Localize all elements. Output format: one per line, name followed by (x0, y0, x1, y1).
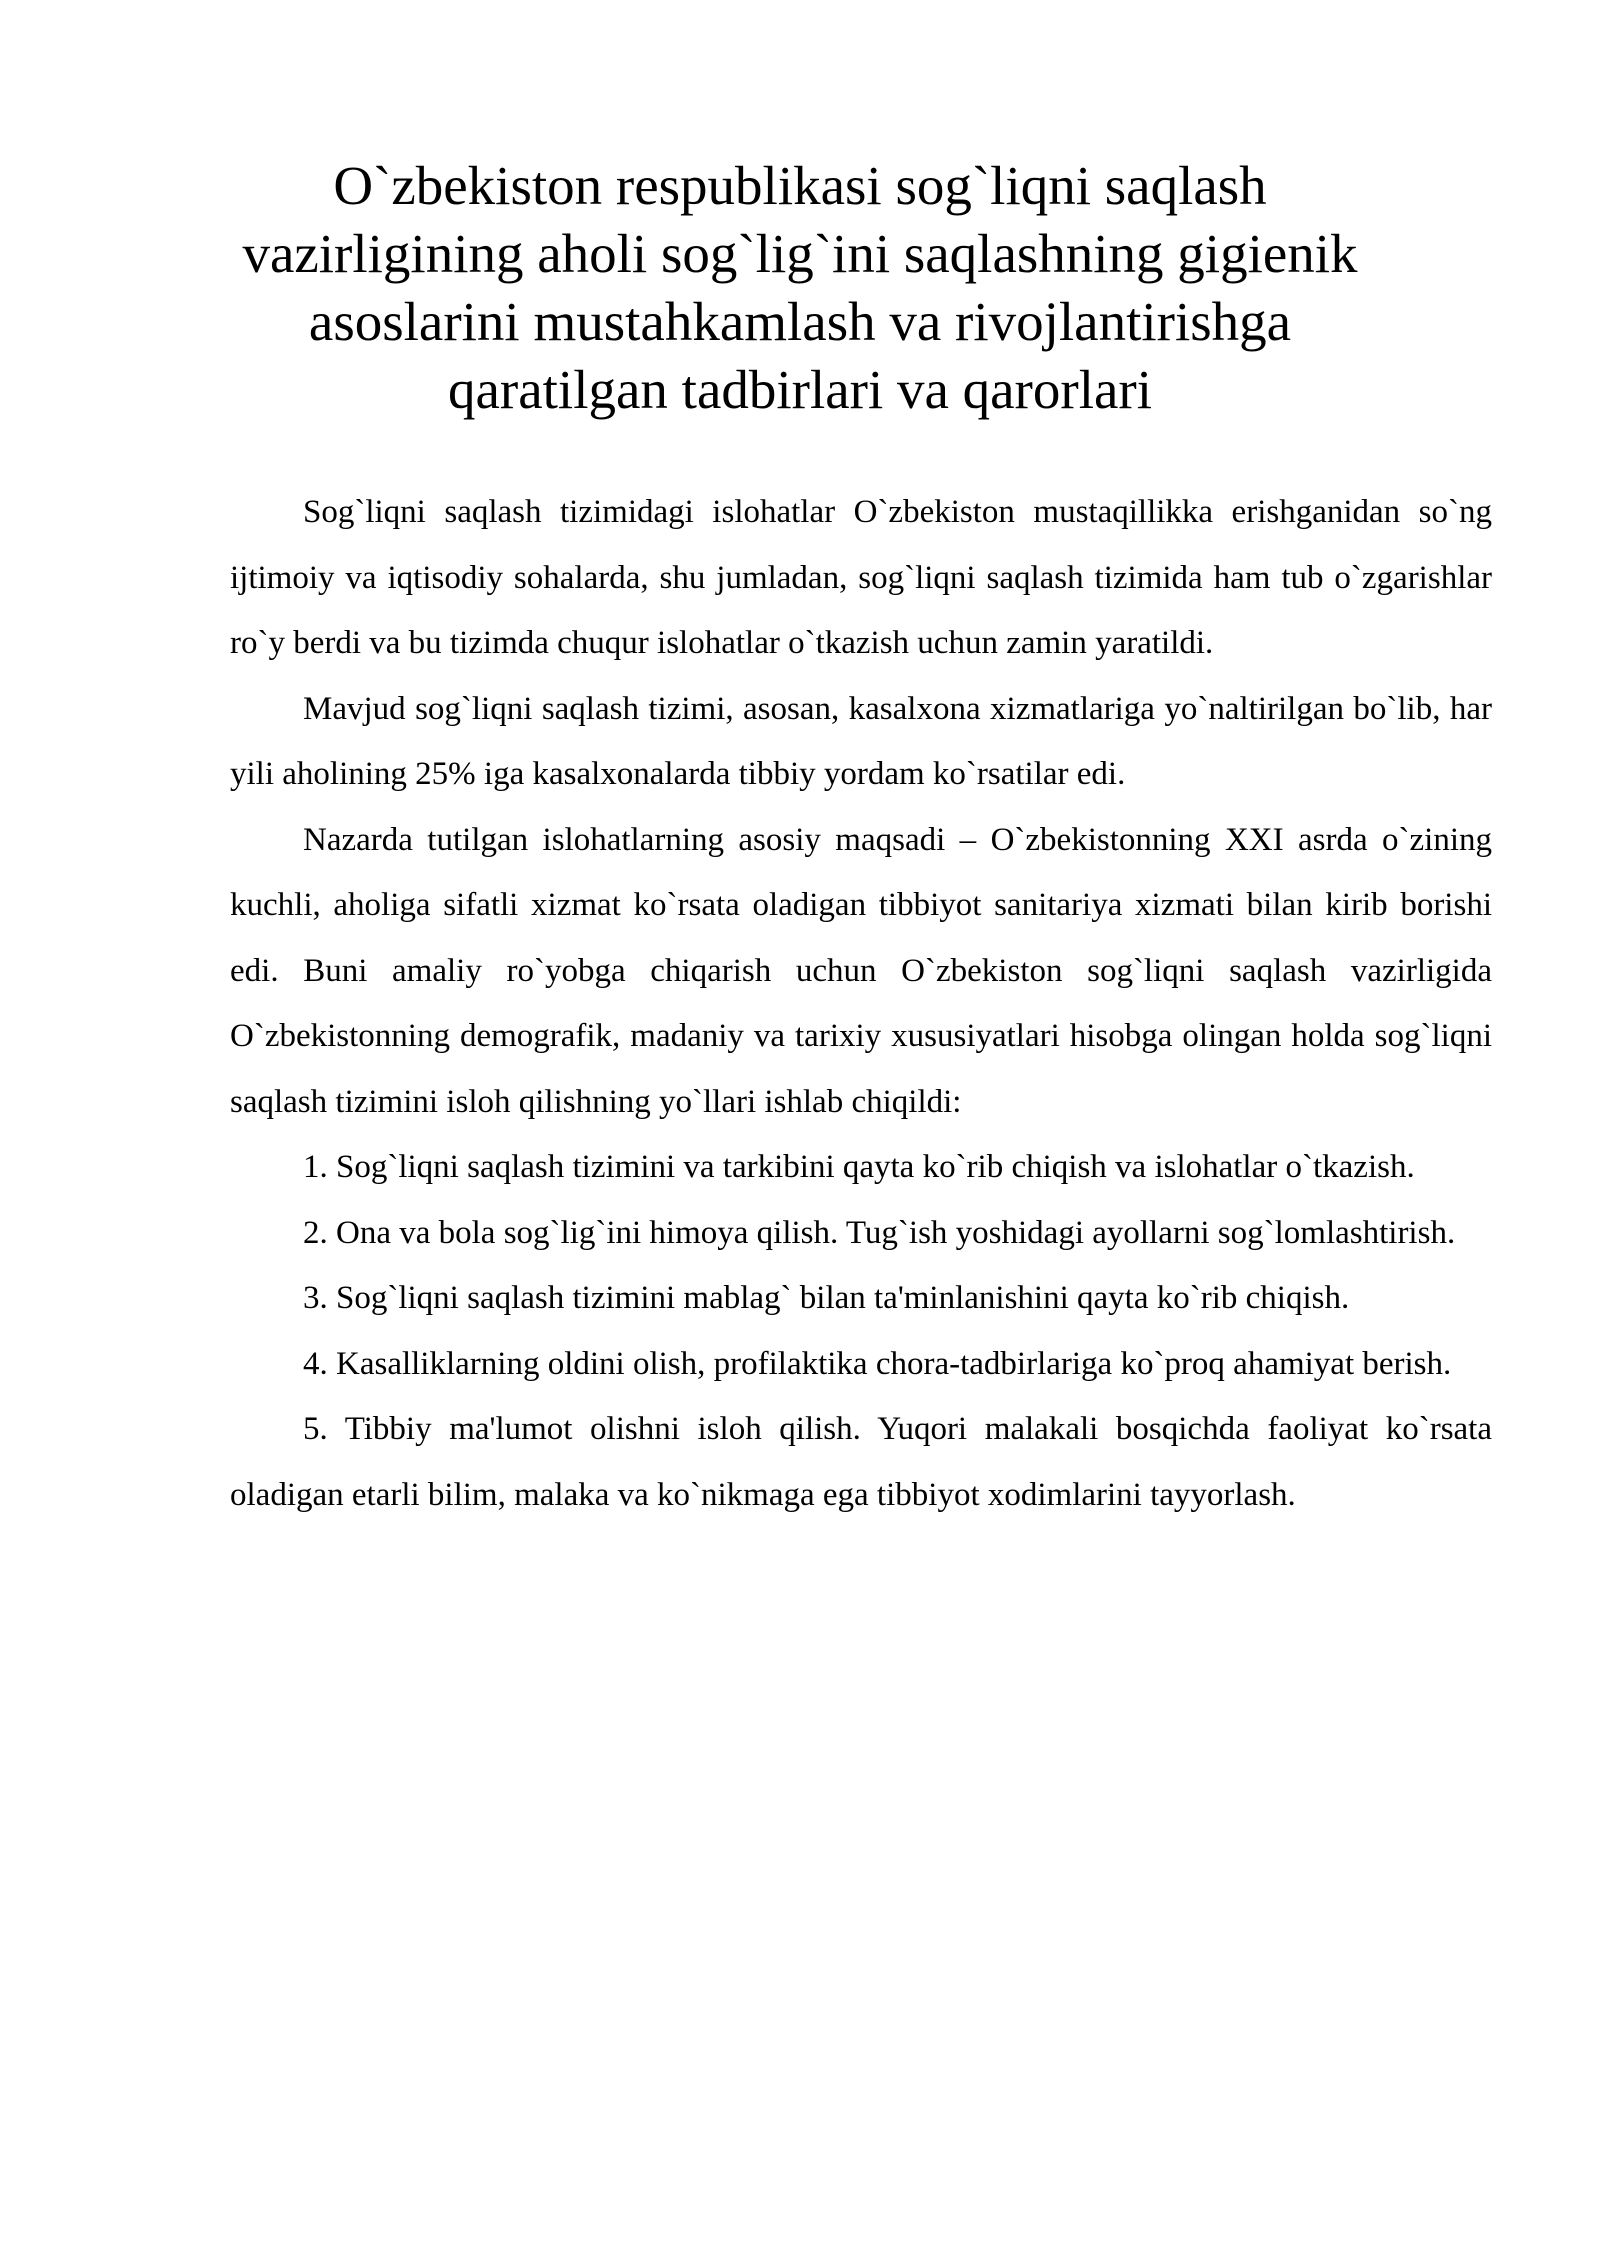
hospital-system-paragraph: Mavjud sog`liqni saqlash tizimi, asosan, kasalxona xizmatlariga yo`naltirilgan bo`lib, har yili aholining 25% iga kasalxonalarda tibbiy yordam ko`rsatilar edi. (230, 690, 1492, 792)
reform-item-2: 2. Ona va bola sog`lig`ini himoya qilish. Tug`ish yoshidagi ayollarni sog`lomlashtirish. (303, 1214, 1456, 1251)
title-line: asoslarini mustahkamlash va rivojlantirishga (308, 291, 1292, 352)
reform-item-3: 3. Sog`liqni saqlash tizimini mablag` bilan ta'minlanishini qayta ko`rib chiqish. (303, 1280, 1350, 1316)
reform-item-4: 4. Kasalliklarning oldini olish, profilaktika chora-tadbirlariga ko`proq ahamiyat berish. (303, 1345, 1452, 1382)
reform-item-5: 5. Tibbiy ma'lumot olishni isloh qilish. Yuqori malakali bosqichda faoliyat ko`rsata oladigan etarli bilim, malaka va ko`nikmaga ega tibbiyot xodimlarini tayyorlash. (230, 1411, 1492, 1513)
title-line: vazirligining aholi sog`lig`ini saqlashning gigienik (242, 223, 1358, 284)
reform-goal-paragraph: Nazarda tutilgan islohatlarning asosiy maqsadi – O`zbekistonning XXI asrda o`zining kuchli, aholiga sifatli xizmat ko`rsata oladigan tibbiyot sanitariya xizmati bilan kirib borishi edi. Buni amaliy ro`yobga chiqarish uchun O`zbekiston sog`liqni saqlash vazirligida O`zbekistonning demografik, madaniy va tarixiy xususiyatlari hisobga olingan holda sog`liqni saqlash tizimini isloh qilishning yo`llari ishlab chiqildi: (230, 821, 1492, 1120)
title-line: O`zbekiston respublikasi sog`liqni saqlash (333, 155, 1267, 216)
document-title (200, 152, 1400, 424)
intro-paragraph: Sog`liqni saqlash tizimidagi islohatlar O`zbekiston mustaqillikka erishganidan so`ng ijtimoiy va iqtisodiy sohalarda, shu jumladan, sog`liqni saqlash tizimida ham tub o`zgarishlar ro`y berdi va bu tizimda chuqur islohatlar o`tkazish uchun zamin yaratildi. (230, 494, 1492, 661)
title-line: qaratilgan tadbirlari va qarorlari (448, 359, 1152, 420)
document-body (230, 480, 1492, 1528)
reform-item-1: 1. Sog`liqni saqlash tizimini va tarkibini qayta ko`rib chiqish va islohatlar o`tkazish. (303, 1149, 1415, 1185)
